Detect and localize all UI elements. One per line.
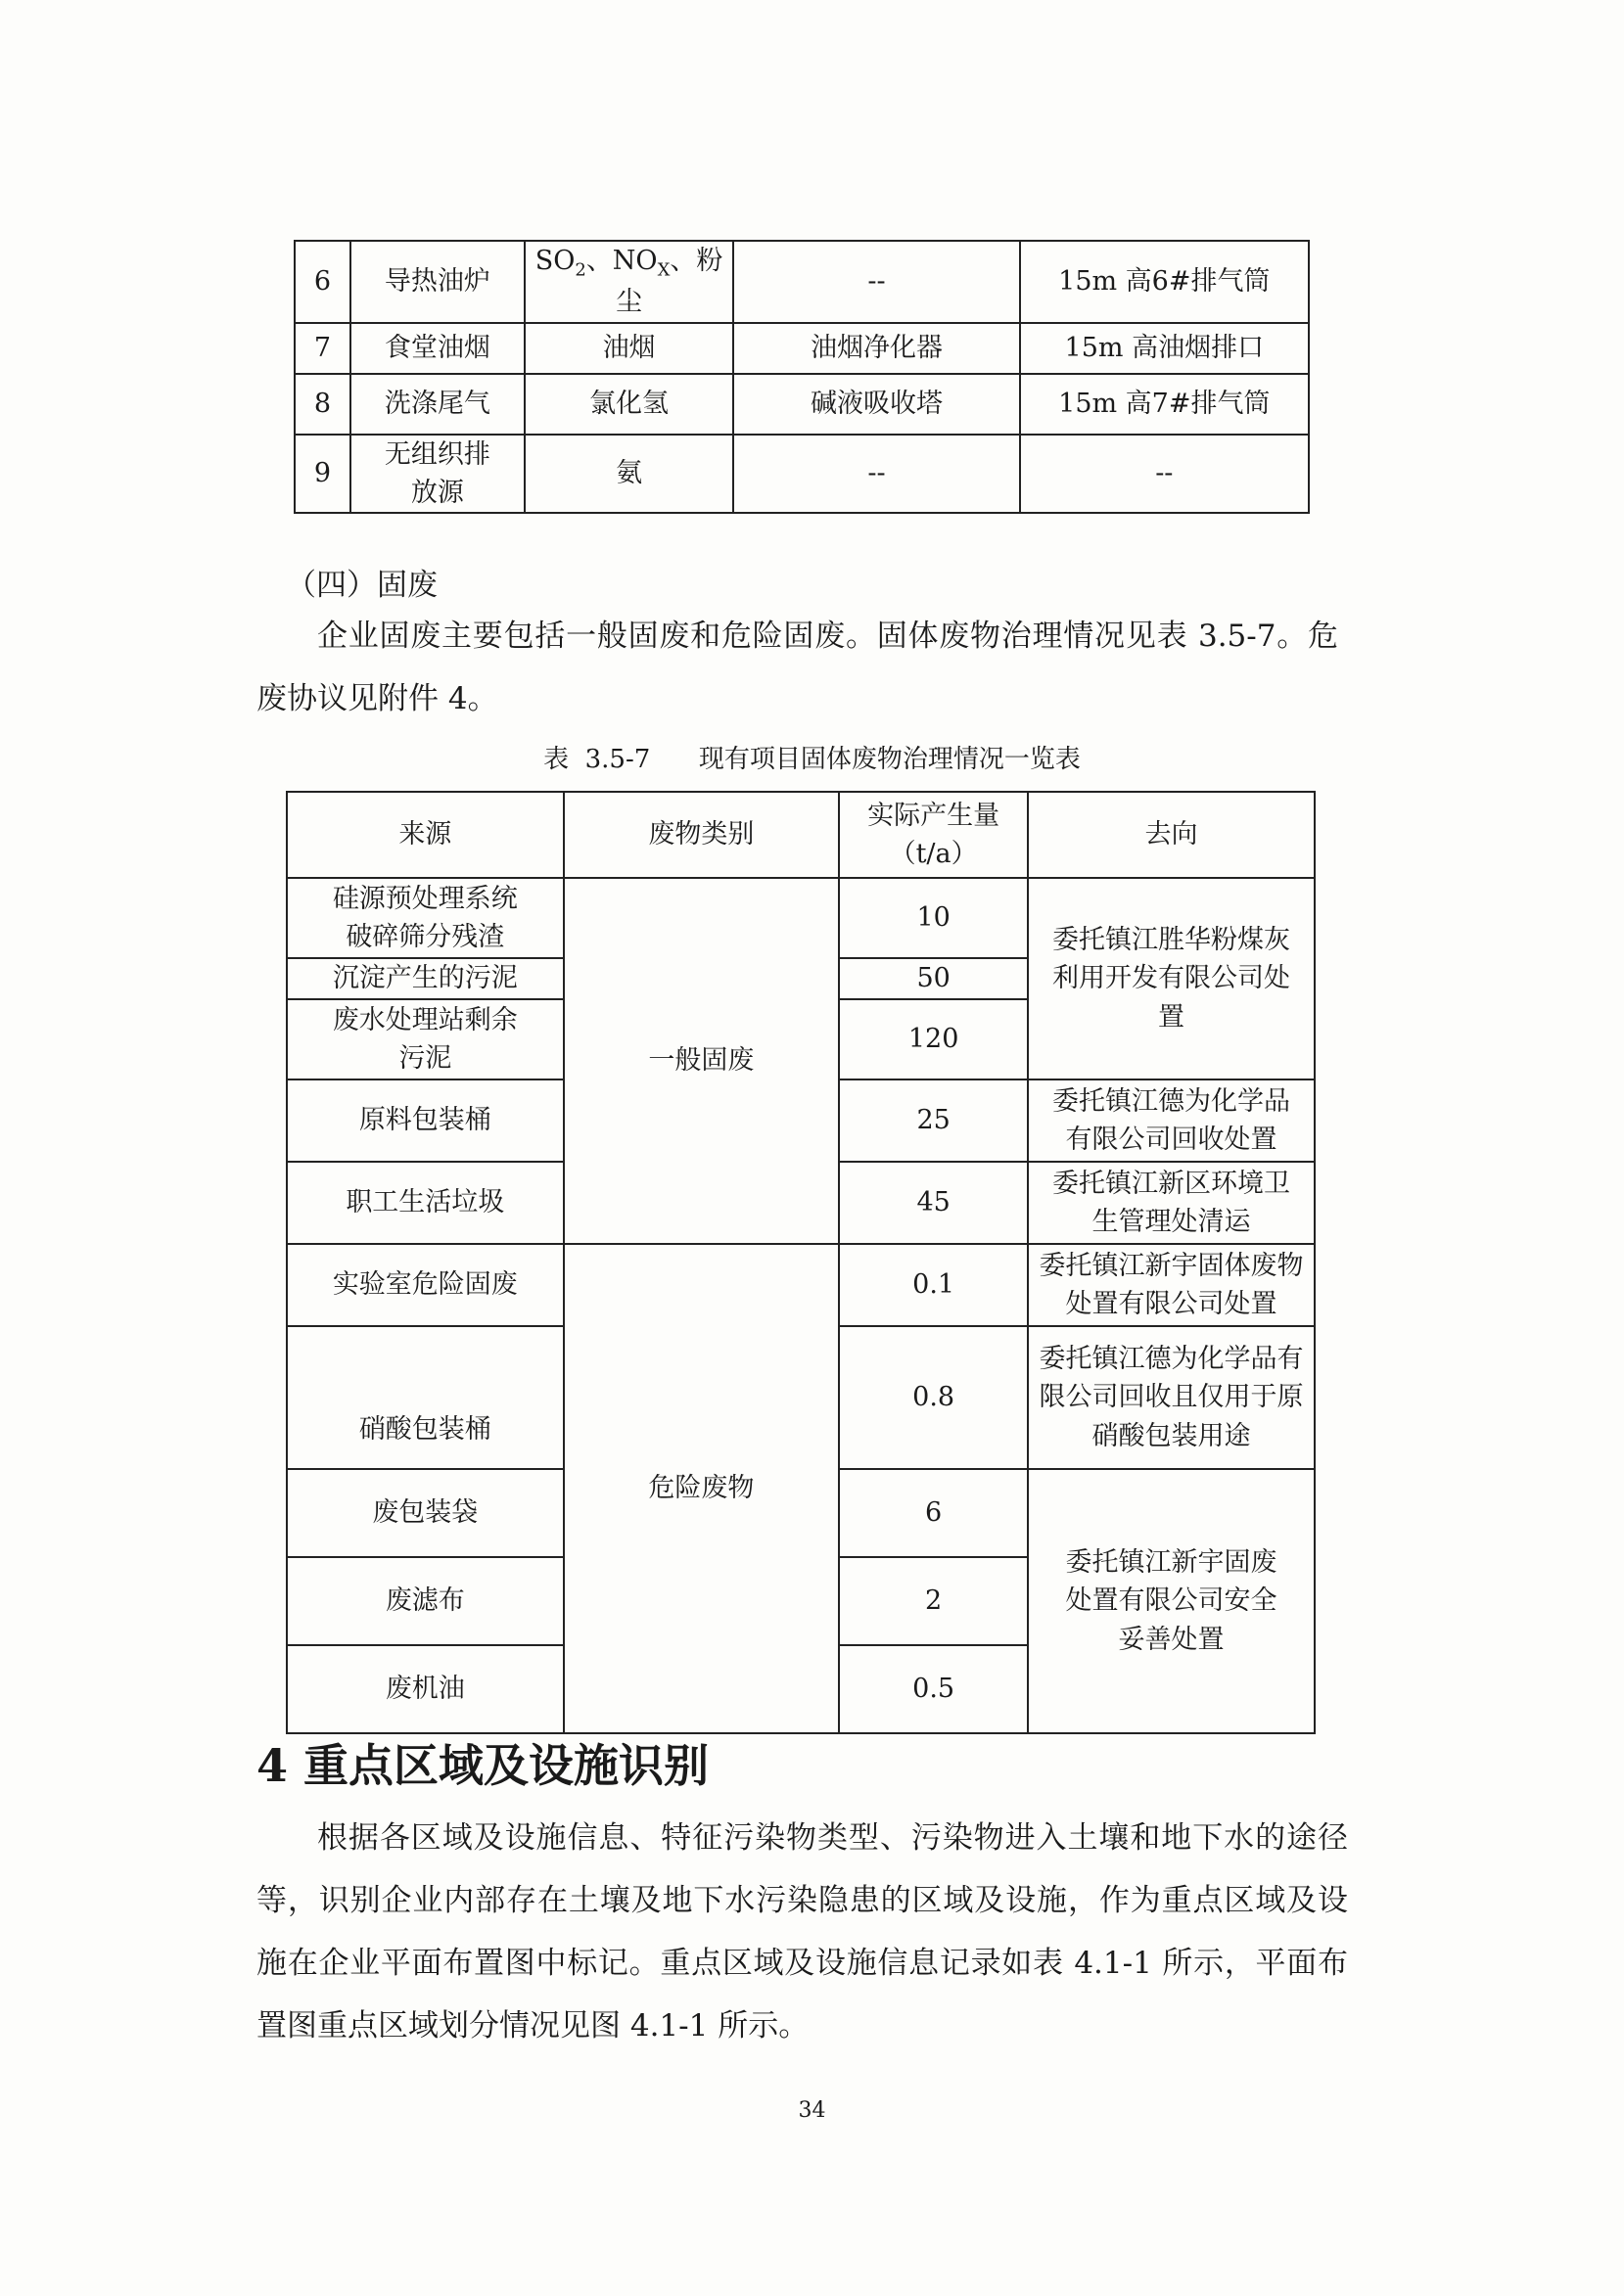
waste-amount: 2 — [839, 1557, 1028, 1645]
waste-destination — [1028, 1162, 1315, 1244]
waste-amount: 6 — [839, 1469, 1028, 1557]
waste-destination — [1028, 1079, 1315, 1162]
emission-source: 洗涤尾气 — [350, 374, 525, 435]
table-row — [295, 374, 1309, 435]
row-number: 6 — [295, 241, 350, 323]
pollutant: $SO_2$、$NO_X$、粉 尘 — [525, 241, 734, 323]
subsection-heading: （四）固废 — [286, 568, 438, 603]
waste-amount: 0.1 — [839, 1244, 1028, 1326]
destination-text: 委托镇江胜华粉煤灰利用开发有限公司处置 — [1052, 925, 1290, 1033]
header-category: 废物类别 — [564, 792, 840, 878]
destination-text: 委托镇江德为化学品有限公司回收且仅用于原硝酸包装用途 — [1039, 1344, 1304, 1451]
waste-source: 职工生活垃圾 — [287, 1162, 564, 1244]
waste-source: 废机油 — [287, 1645, 564, 1733]
waste-amount: 0.5 — [839, 1645, 1028, 1733]
row-number: 7 — [295, 323, 350, 374]
waste-source: 硝酸包装桶 — [287, 1326, 564, 1469]
destination-text: 委托镇江新区环境卫生管理处清运 — [1052, 1168, 1290, 1237]
waste-source: 废滤布 — [287, 1557, 564, 1645]
source-text: 无组织排放源 — [384, 438, 490, 508]
header-destination: 去向 — [1028, 792, 1315, 878]
waste-source: 废包装袋 — [287, 1469, 564, 1557]
waste-amount: 25 — [839, 1079, 1028, 1162]
pollutant: 氨 — [525, 435, 734, 513]
outlet: 15m 高6#排气筒 — [1020, 241, 1309, 323]
section-title: 4 重点区域及设施识别 — [256, 1739, 710, 1792]
treatment-measure: -- — [733, 435, 1019, 513]
table-caption: 表 3.5-7 现有项目固体废物治理情况一览表 — [543, 745, 1081, 774]
table-row — [287, 1244, 1315, 1326]
pollutant: 氯化氢 — [525, 374, 734, 435]
table-row — [295, 323, 1309, 374]
table-row — [295, 435, 1309, 513]
waste-source-text: 硅源预处理系统破碎筛分残渣 — [332, 883, 518, 952]
body-paragraph: 企业固废主要包括一般固废和危险固废。固体废物治理情况见表 3.5-7。危废协议见附件 4。 — [256, 619, 1338, 716]
emission-table — [294, 240, 1310, 514]
outlet: -- — [1020, 435, 1309, 513]
table-row — [295, 241, 1309, 323]
outlet: 15m 高油烟排口 — [1020, 323, 1309, 374]
waste-source: 沉淀产生的污泥 — [287, 958, 564, 999]
body-paragraph: 根据各区域及设施信息、特征污染物类型、污染物进入土壤和地下水的途径等，识别企业内部存在土壤及地下水污染隐患的区域及设施，作为重点区域及设施在企业平面布置图中标记。重点区域及设施信息记录如表 4.1-1 所示，平面布置图重点区域划分情况见图 4.1-1 所示。 — [256, 1820, 1348, 2043]
waste-amount: 45 — [839, 1162, 1028, 1244]
emission-source: 导热油炉 — [350, 241, 525, 323]
waste-amount: 120 — [839, 999, 1028, 1079]
treatment-measure: -- — [733, 241, 1019, 323]
waste-source: 原料包装桶 — [287, 1079, 564, 1162]
destination-text: 委托镇江新宇固体废物处置有限公司处置 — [1039, 1250, 1304, 1319]
header-amount-text: 实际产生量（t/a） — [867, 800, 1000, 869]
outlet: 15m 高7#排气筒 — [1020, 374, 1309, 435]
table-row — [287, 878, 1315, 958]
waste-source-text: 废水处理站剩余污泥 — [332, 1004, 518, 1074]
row-number: 8 — [295, 374, 350, 435]
waste-source — [287, 999, 564, 1079]
table-header-row — [287, 792, 1315, 878]
waste-category-general: 一般固废 — [564, 878, 840, 1244]
emission-source — [350, 435, 525, 513]
destination-text: 委托镇江新宇固废处置有限公司安全妥善处置 — [1065, 1547, 1277, 1655]
header-amount — [839, 792, 1028, 878]
destination-text: 委托镇江德为化学品有限公司回收处置 — [1052, 1085, 1290, 1155]
waste-destination — [1028, 878, 1315, 1079]
page-number: 34 — [798, 2098, 826, 2123]
treatment-measure: 碱液吸收塔 — [733, 374, 1019, 435]
waste-amount: 10 — [839, 878, 1028, 958]
waste-source: 实验室危险固废 — [287, 1244, 564, 1326]
waste-source — [287, 878, 564, 958]
emission-source: 食堂油烟 — [350, 323, 525, 374]
waste-destination — [1028, 1326, 1315, 1469]
waste-destination — [1028, 1244, 1315, 1326]
treatment-measure: 油烟净化器 — [733, 323, 1019, 374]
pollutant: 油烟 — [525, 323, 734, 374]
row-number: 9 — [295, 435, 350, 513]
waste-amount: 0.8 — [839, 1326, 1028, 1469]
waste-amount: 50 — [839, 958, 1028, 999]
header-source: 来源 — [287, 792, 564, 878]
waste-destination — [1028, 1469, 1315, 1733]
waste-category-hazardous: 危险废物 — [564, 1244, 840, 1733]
solid-waste-table — [286, 791, 1316, 1734]
